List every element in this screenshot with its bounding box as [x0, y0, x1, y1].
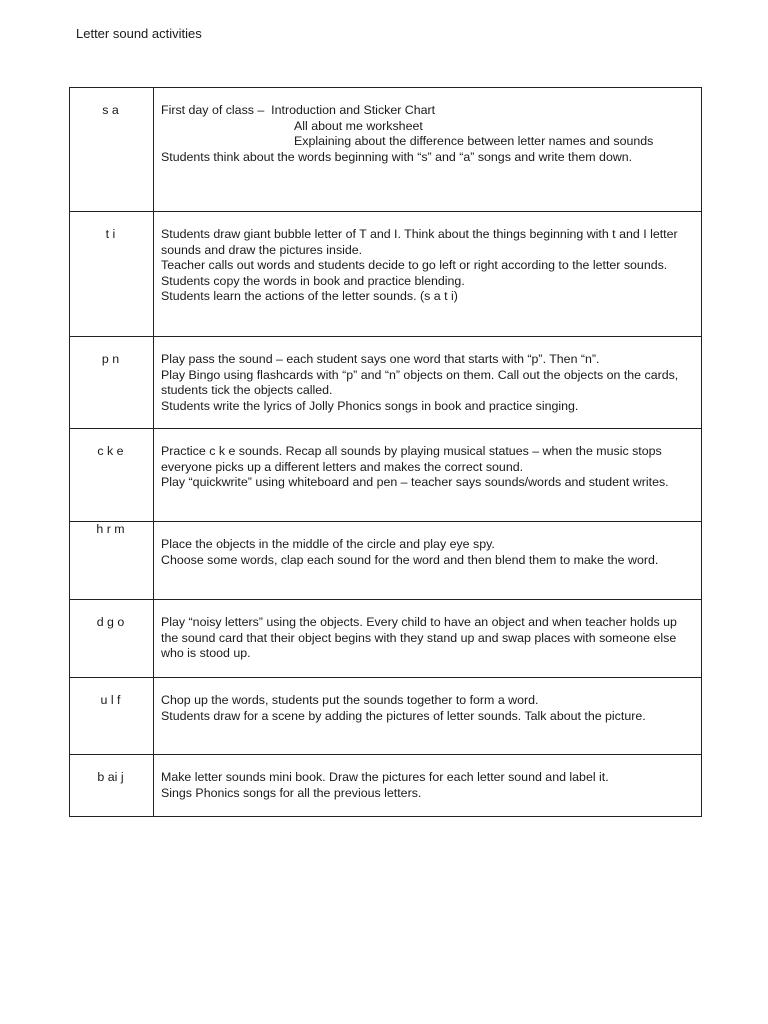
- activity-cell: [154, 678, 702, 755]
- activity-line: Play “quickwrite” using whiteboard and pen – teacher says sounds/words and student writes.: [161, 475, 669, 490]
- table-row: [70, 212, 702, 337]
- activity-line: Make letter sounds mini book. Draw the pictures for each letter sound and label it.: [161, 770, 609, 784]
- activity-line: Place the objects in the middle of the circle and play eye spy.: [161, 537, 495, 551]
- activity-line: Students copy the words in book and practice blending.: [161, 273, 465, 288]
- activity-cell: [154, 337, 702, 429]
- letters-cell: s a: [70, 88, 154, 212]
- table-row: [70, 600, 702, 678]
- activity-line: Students write the lyrics of Jolly Phonics songs in book and practice singing.: [161, 398, 579, 413]
- activity-line: Play Bingo using flashcards with “p” and “n” objects on them. Call out the objects on the cards, students tick the objects called.: [161, 367, 682, 398]
- table-row: [70, 429, 702, 522]
- table-row: [70, 678, 702, 755]
- letters-cell: c k e: [70, 429, 154, 522]
- table-row: [70, 522, 702, 600]
- letters-cell: u l f: [70, 678, 154, 755]
- activity-line: Teacher calls out words and students decide to go left or right according to the letter sounds.: [161, 258, 668, 273]
- activity-line-text: Explaining about the difference between letter names and sounds: [294, 134, 654, 149]
- activity-line: [161, 134, 695, 150]
- activity-cell: [154, 600, 702, 678]
- activity-line: Students draw giant bubble letter of T and I. Think about the things beginning with t and I letter sounds and draw the pictures inside.: [161, 227, 682, 257]
- table-row: [70, 337, 702, 429]
- activity-line: Students learn the actions of the letter sounds. (s a t i): [161, 289, 458, 304]
- activity-line: Choose some words, clap each sound for the word and then blend them to make the word.: [161, 552, 659, 567]
- letters-cell: d g o: [70, 600, 154, 678]
- activity-line: Students draw for a scene by adding the pictures of letter sounds. Talk about the picture.: [161, 708, 646, 723]
- activity-line: Chop up the words, students put the sounds together to form a word.: [161, 693, 539, 707]
- activity-line: First day of class – Introduction and Sticker Chart: [161, 103, 436, 117]
- activities-table: [69, 87, 702, 817]
- activity-line: All about me worksheet: [294, 118, 423, 133]
- activity-cell: [154, 522, 702, 600]
- activity-line: Students think about the words beginning with “s” and “a” songs and write them down.: [161, 149, 633, 164]
- activity-cell: [154, 755, 702, 817]
- activity-line: Play pass the sound – each student says one word that starts with “p”. Then “n”.: [161, 352, 600, 366]
- letters-cell: p n: [70, 337, 154, 429]
- letters-cell: b ai j: [70, 755, 154, 817]
- activity-cell: [154, 212, 702, 337]
- activity-line: Practice c k e sounds. Recap all sounds by playing musical statues – when the music stops everyone picks up a different letters and makes the correct sound.: [161, 444, 666, 474]
- letters-cell: h r m: [70, 522, 154, 600]
- activity-cell: [154, 429, 702, 522]
- letters-cell: t i: [70, 212, 154, 337]
- table-row: [70, 88, 702, 212]
- activity-line: Play “noisy letters” using the objects. Every child to have an object and when teacher holds up the sound card that their object begins with they stand up and swap places with someone else who is stood up.: [161, 615, 681, 661]
- document-title: Letter sound activities: [76, 26, 202, 41]
- table-row: [70, 755, 702, 817]
- activity-line: Sings Phonics songs for all the previous letters.: [161, 785, 422, 800]
- activity-cell: [154, 88, 702, 212]
